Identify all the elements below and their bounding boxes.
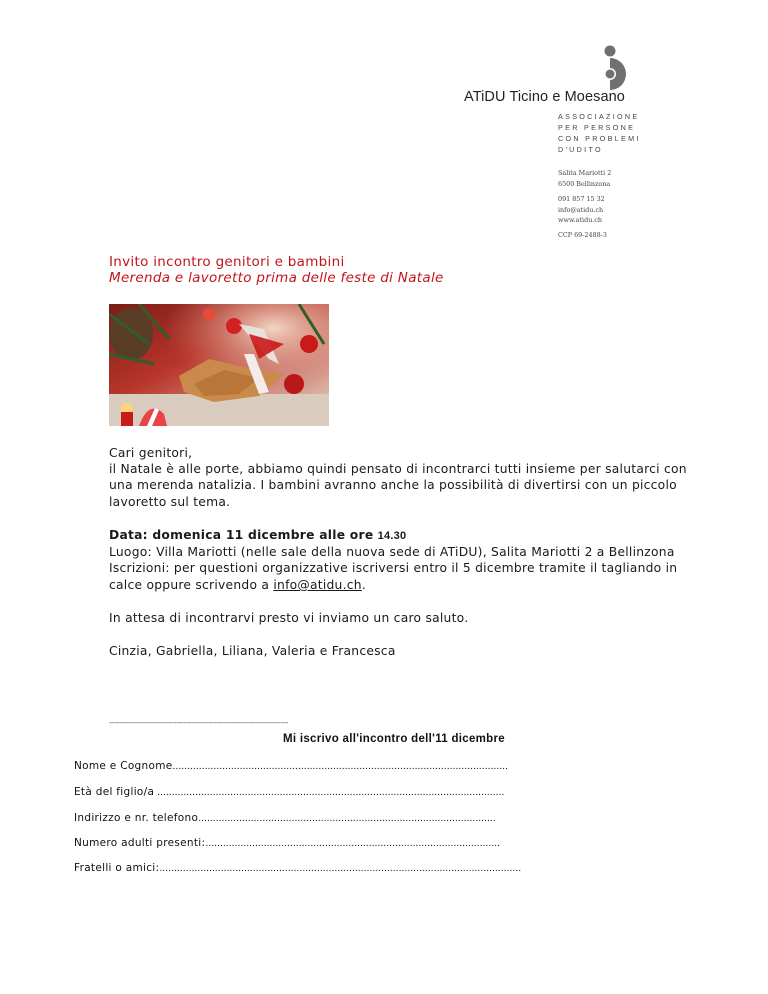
paragraph-line: il Natale è alle porte, abbiamo quindi pensato di incontrarci tutti insieme per salutarci con: [109, 462, 687, 476]
signatures: Cinzia, Gabriella, Liliana, Valeria e Francesca: [109, 644, 396, 658]
org-description: [558, 111, 641, 155]
form-field-label: Età del figlio/a: [74, 786, 155, 798]
form-field-label: Nome e Cognome: [74, 760, 173, 772]
signup-info-line-2: [109, 577, 366, 593]
form-heading: Mi iscrivo all'incontro dell'11 dicembre: [283, 733, 505, 745]
event-place: Luogo: Villa Mariotti (nelle sale della nuova sede di ATiDU), Salita Mariotti 2 a Bellinzona: [109, 545, 675, 559]
address-line: 6500 Bellinzona: [558, 179, 611, 188]
org-name: ATiDU Ticino e Moesano: [464, 89, 625, 105]
form-field-child-age[interactable]: Età del figlio/a .......................................................................................................................: [74, 786, 505, 798]
form-field-label: Numero adulti presenti:: [74, 837, 206, 849]
form-field-siblings-friends[interactable]: Fratelli o amici:............................................................................................................................: [74, 862, 522, 874]
event-date: [109, 527, 406, 544]
ccp-number: CCP 69-2488-3: [558, 231, 607, 239]
signup-info-line: Iscrizioni: per questioni organizzative iscriversi entro il 5 dicembre tramite il tagliando in: [109, 561, 678, 575]
paragraph-line: lavoretto sul tema.: [109, 495, 231, 509]
closing-line: In attesa di incontrarvi presto vi inviamo un caro saluto.: [109, 611, 469, 625]
website: www.atidu.ch: [558, 216, 603, 224]
form-field-label: Indirizzo e nr. telefono: [74, 812, 199, 824]
email-address: info@atidu.ch: [558, 205, 604, 214]
christmas-cookies-photo: [109, 304, 329, 426]
signup-suffix: .: [361, 578, 366, 592]
form-field-adults-count[interactable]: Numero adulti presenti:.....................................................................................................: [74, 837, 501, 849]
atidu-logo-icon: [598, 44, 638, 90]
org-desc-line: D'UDITO: [558, 145, 603, 154]
paragraph-line: una merenda natalizia. I bambini avranno anche la possibilità di divertirsi con un piccolo: [109, 478, 677, 492]
invite-subtitle: Merenda e lavoretto prima delle feste di Natale: [109, 270, 444, 286]
email-link[interactable]: info@atidu.ch: [273, 578, 362, 592]
event-time: 14.30: [377, 530, 407, 542]
form-field-name[interactable]: Nome e Cognome...................................................................................................................: [74, 760, 508, 772]
date-label: Data: domenica 11 dicembre alle ore: [109, 528, 374, 542]
contact-block: [558, 194, 605, 226]
phone-number: 091 857 15 32: [558, 195, 605, 203]
address-block: [558, 168, 611, 189]
signup-prefix: calce oppure scrivendo a: [109, 578, 270, 592]
greeting: Cari genitori,: [109, 446, 193, 460]
address-line: Salita Mariotti 2: [558, 169, 612, 177]
org-desc-line: CON PROBLEMI: [558, 134, 641, 143]
form-field-label: Fratelli o amici:: [74, 862, 160, 874]
form-field-address-phone[interactable]: Indirizzo e nr. telefono......................................................................................................: [74, 812, 496, 824]
org-desc-line: PER PERSONE: [558, 123, 636, 132]
cut-line: ------------------------------------------------------------------------: [109, 718, 289, 727]
invite-title: Invito incontro genitori e bambini: [109, 254, 345, 270]
org-desc-line: ASSOCIAZIONE: [558, 112, 640, 121]
